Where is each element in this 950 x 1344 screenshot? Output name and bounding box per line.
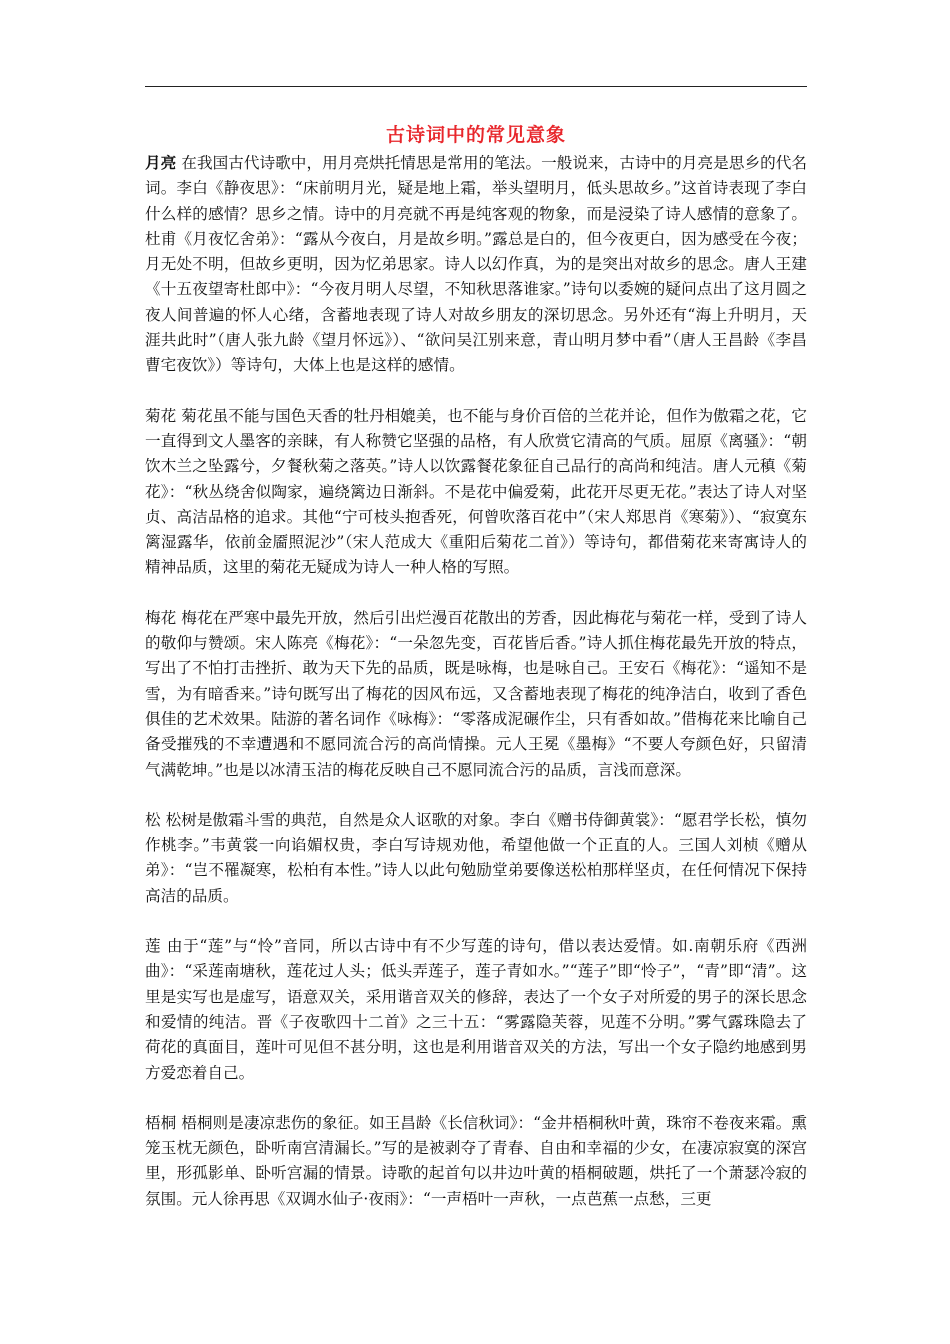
term-chrysanthemum: 菊花	[145, 406, 177, 425]
paragraph-moon	[145, 150, 807, 379]
term-moon: 月亮	[145, 153, 177, 172]
paragraph-parasol	[145, 1111, 807, 1212]
paragraph-text: 松树是傲霜斗雪的典范，自然是众人讴歌的对象。李白《赠书侍御黄裳》：“愿君学长松，慎勿作桃李。”韦黄裳一向谄媚权贵，李白写诗规劝他，希望他做一个正直的人。三国人刘桢《赠从弟》：“岂不罹凝寒，松柏有本性。”诗人以此句勉励堂弟要像送松柏那样坚贞，在任何情况下保持高洁的品质。	[145, 810, 807, 905]
paragraph-text: 由于“莲”与“怜”音同，所以古诗中有不少写莲的诗句，借以表达爱情。如.南朝乐府《西洲曲》：“采莲南塘秋，莲花过人头；低头弄莲子，莲子青如水。”“莲子”即“怜子”，“青”即“清”。这里是实写也是虚写，语意双关，采用谐音双关的修辞，表达了一个女子对所爱的男子的深长思念和爱情的纯洁。晋《子夜歌四十二首》之三十五：“雾露隐芙蓉，见莲不分明。”雾气露珠隐去了荷花的真面目，莲叶可见但不甚分明，这也是利用谐音双关的方法，写出一个女子隐约地感到男方爱恋着自己。	[145, 937, 807, 1082]
term-parasol: 梧桐	[145, 1113, 177, 1132]
term-pine: 松	[145, 810, 161, 829]
document-body	[145, 150, 807, 1237]
paragraph-text: 菊花虽不能与国色天香的牡丹相媲美，也不能与身价百倍的兰花并论，但作为傲霜之花，它一直得到文人墨客的亲睐，有人称赞它坚强的品格，有人欣赏它清高的气质。屈原《离骚》：“朝饮木兰之坠露兮，夕餐秋菊之落英。”诗人以饮露餐花象征自己品行的高尚和纯洁。唐人元稹《菊花》：“秋丛绕舍似陶家，遍绕篱边日渐斜。不是花中偏爱菊，此花开尽更无花。”表达了诗人对坚贞、高洁品格的追求。其他“宁可枝头抱香死，何曾吹落百花中”（宋人郑思肖《寒菊》）、“寂寞东篱湿露华，依前金靥照泥沙”（宋人范成大《重阳后菊花二首》）等诗句，都借菊花来寄寓诗人的精神品质，这里的菊花无疑成为诗人一种人格的写照。	[145, 406, 807, 577]
paragraph-pine	[145, 808, 807, 909]
term-plum: 梅花	[145, 608, 177, 627]
paragraph-text: 在我国古代诗歌中，用月亮烘托情思是常用的笔法。一般说来，古诗中的月亮是思乡的代名词。李白《静夜思》：“床前明月光，疑是地上霜，举头望明月，低头思故乡。”这首诗表现了李白什么样的感情？思乡之情。诗中的月亮就不再是纯客观的物象，而是浸染了诗人感情的意象了。杜甫《月夜忆舍弟》：“露从今夜白，月是故乡明。”露总是白的，但今夜更白，因为感受在今夜；月无处不明，但故乡更明，因为忆弟思家。诗人以幻作真，为的是突出对故乡的思念。唐人王建《十五夜望寄杜郎中》：“今夜月明人尽望，不知秋思落谁家。”诗句以委婉的疑问点出了这月圆之夜人间普遍的怀人心绪，含蓄地表现了诗人对故乡朋友的深切思念。另外还有“海上升明月，天涯共此时”（唐人张九龄《望月怀远》）、“欲问吴江别来意，青山明月梦中看”（唐人王昌龄《李昌曹宅夜饮》）等诗句，大体上也是这样的感情。	[145, 154, 807, 375]
paragraph-chrysanthemum	[145, 404, 807, 581]
document-title: 古诗词中的常见意象	[385, 124, 566, 146]
paragraph-text: 梅花在严寒中最先开放，然后引出烂漫百花散出的芳香，因此梅花与菊花一样，受到了诗人的敬仰与赞颂。宋人陈亮《梅花》：“一朵忽先变，百花皆后香。”诗人抓住梅花最先开放的特点，写出了不怕打击挫折、敢为天下先的品质，既是咏梅，也是咏自己。王安石《梅花》：“遥知不是雪，为有暗香来。”诗句既写出了梅花的因风布远，又含蓄地表现了梅花的纯净洁白，收到了香色俱佳的艺术效果。陆游的著名词作《咏梅》：“零落成泥碾作尘，只有香如故。”借梅花来比喻自己备受摧残的不幸遭遇和不愿同流合污的高尚情操。元人王冕《墨梅》“不要人夸颜色好，只留清气满乾坤。”也是以冰清玉洁的梅花反映自己不愿同流合污的品质，言浅而意深。	[145, 608, 807, 779]
header-rule	[145, 86, 807, 87]
paragraph-text: 梧桐则是凄凉悲伤的象征。如王昌龄《长信秋词》：“金井梧桐秋叶黄，珠帘不卷夜来霜。熏笼玉枕无颜色，卧听南宫清漏长。”写的是被剥夺了青春、自由和幸福的少女，在凄凉寂寞的深宫里，形孤影单、卧听宫漏的情景。诗歌的起首句以井边叶黄的梧桐破题，烘托了一个萧瑟冷寂的氛围。元人徐再思《双调水仙子·夜雨》：“一声梧叶一声秋，一点芭蕉一点愁，三更	[145, 1113, 807, 1208]
paragraph-lotus	[145, 934, 807, 1086]
paragraph-plum	[145, 606, 807, 783]
term-lotus: 莲	[145, 937, 162, 956]
